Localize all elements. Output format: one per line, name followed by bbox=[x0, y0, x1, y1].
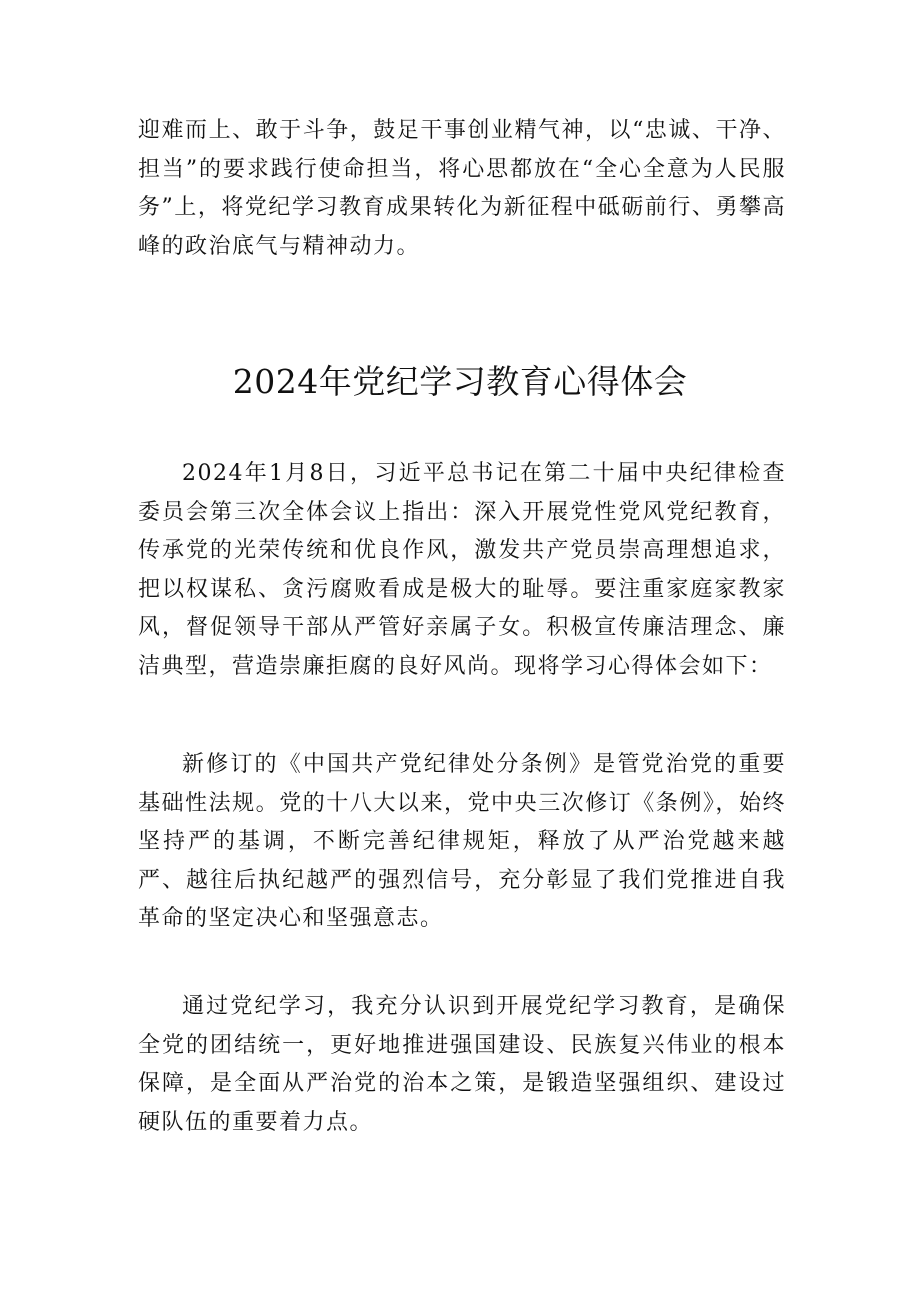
continuation-paragraph: 迎难而上、敢于斗争，鼓足干事创业精气神，以“忠诚、干净、担当”的要求践行使命担当，将心思都放在“全心全意为人民服务”上，将党纪学习教育成果转化为新征程中砥砺前行、勇攀高峰的政治底气与精神动力。 bbox=[138, 118, 786, 259]
body-paragraph-3: 通过党纪学习，我充分认识到开展党纪学习教育，是确保全党的团结统一，更好地推进强国建设、民族复兴伟业的根本保障，是全面从严治党的治本之策，是锻造坚强组织、建设过硬队伍的重要着力点。 bbox=[138, 994, 786, 1135]
body-paragraph-2: 新修订的《中国共产党纪律处分条例》是管党治党的重要基础性法规。党的十八大以来，党中央三次修订《条例》，始终坚持严的基调，不断完善纪律规矩，释放了从严治党越来越严、越往后执纪越严的强烈信号，充分彰显了我们党推进自我革命的坚定决心和坚强意志。 bbox=[138, 752, 786, 931]
body-paragraph-1: 2024年1月8日，习近平总书记在第二十届中央纪律检查委员会第三次全体会议上指出：深入开展党性党风党纪教育，传承党的光荣传统和优良作风，激发共产党员崇高理想追求，把以权谋私、贪污腐败看成是极大的耻辱。要注重家庭家教家风，督促领导干部从严管好亲属子女。积极宣传廉洁理念、廉洁典型，营造崇廉拒腐的良好风尚。现将学习心得体会如下： bbox=[138, 461, 786, 679]
document-title: 2024年党纪学习教育心得体会 bbox=[232, 362, 688, 401]
